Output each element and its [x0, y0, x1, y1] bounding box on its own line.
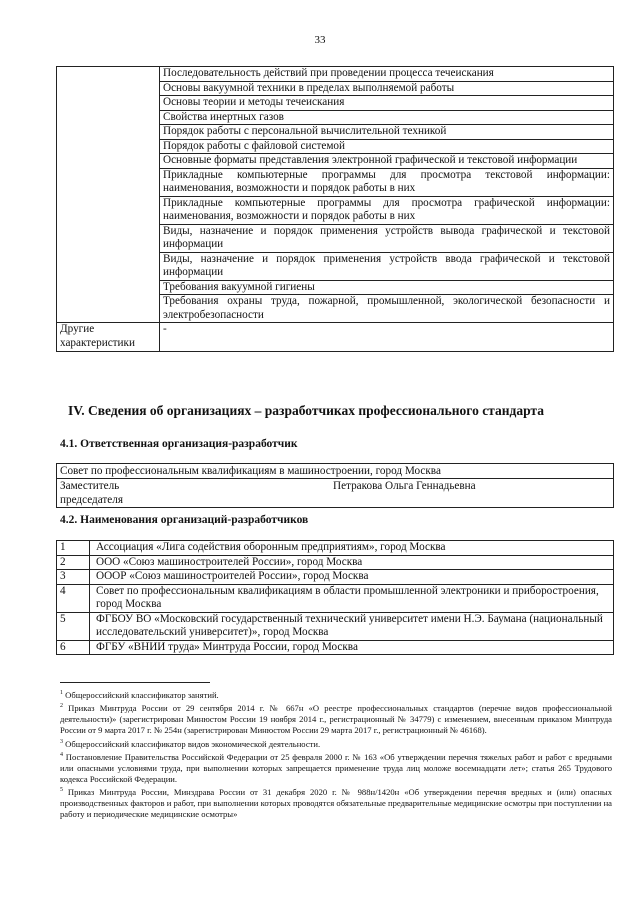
- footnote-mark: 3: [60, 738, 63, 745]
- developer-number: 5: [57, 612, 90, 640]
- developer-number: 6: [57, 640, 90, 655]
- developer-name: ФГБУ «ВНИИ труда» Минтруда России, город Москва: [90, 640, 614, 655]
- responsible-heading: 4.1. Ответственная организация-разработчик: [60, 438, 298, 450]
- knowledge-label-cell: [57, 67, 160, 323]
- footnote-divider: [60, 682, 210, 683]
- footnote-text: Приказ Минтруда России, Минздрава России от 31 декабря 2020 г. № 988н/1420н «Об утверждении перечня вредных и (или) опасных производственных факторов и работ, при выполнении которых проводятся обязательные предварительные медицинские осмотры при поступлении на работу и периодические медицинские осмотры»: [60, 786, 612, 820]
- knowledge-item: Виды, назначение и порядок применения устройств вывода графической и текстовой информации: [160, 224, 614, 252]
- section-title: IV. Сведения об организациях – разработчиках профессионального стандарта: [68, 403, 544, 418]
- page-number: 33: [314, 34, 326, 46]
- table-row: [57, 67, 614, 82]
- developers-heading: 4.2. Наименования организаций-разработчиков: [60, 514, 309, 526]
- responsible-organization: Совет по профессиональным квалификациям в машиностроении, город Москва: [57, 464, 614, 479]
- knowledge-item: Порядок работы с файловой системой: [160, 139, 614, 154]
- developer-number: 1: [57, 541, 90, 556]
- developers-table: [56, 540, 614, 655]
- table-row: [57, 555, 614, 570]
- other-characteristics-label: Другие характеристики: [57, 323, 160, 352]
- developer-number: 3: [57, 570, 90, 585]
- knowledge-item: Прикладные компьютерные программы для просмотра графической информации: наименования, возможности и порядок работы в них: [160, 196, 614, 224]
- knowledge-item: Основные форматы представления электронной графической и текстовой информации: [160, 154, 614, 169]
- table-row: [57, 323, 614, 352]
- footnote-mark: 1: [60, 690, 63, 696]
- developer-name: Совет по профессиональным квалификациям в области промышленной электроники и приборостроения, город Москва: [90, 584, 614, 612]
- table-row: [57, 612, 614, 640]
- knowledge-item: Требования охраны труда, пожарной, промышленной, экологической безопасности и электробезопасности: [160, 295, 614, 323]
- developer-number: 4: [57, 584, 90, 612]
- knowledge-item: Порядок работы с персональной вычислительной техникой: [160, 125, 614, 140]
- footnote-text: Приказ Минтруда России от 29 сентября 2014 г. № 667н «О реестре профессиональных стандартов (перечне видов профессиональной деятельности)» (зарегистрирован Минюстом России 19 ноября 2014 г., регистрационный № 34779) с изменением, внесенным приказом Минтруда России от 9 марта 2017 г. № 254н (зарегистрирован Минюстом России 29 марта 2017 г., регистрационный № 46168).: [60, 702, 612, 736]
- responsible-table: [56, 463, 614, 508]
- footnote: [60, 737, 612, 750]
- footnote-text: Общероссийский классификатор видов экономической деятельности.: [63, 738, 321, 749]
- footnote-mark: 5: [60, 787, 63, 794]
- footnote-mark: 4: [60, 751, 63, 758]
- knowledge-item: Требования вакуумной гигиены: [160, 280, 614, 295]
- footnote: [60, 785, 612, 820]
- table-row: [57, 584, 614, 612]
- footnote: [60, 688, 612, 701]
- other-characteristics-value: -: [160, 323, 614, 352]
- table-row: [57, 541, 614, 556]
- developer-name: ООО «Союз машиностроителей России», город Москва: [90, 555, 614, 570]
- knowledge-item: Прикладные компьютерные программы для просмотра текстовой информации: наименования, возможности и порядок работы в них: [160, 168, 614, 196]
- table-row: [57, 464, 614, 479]
- footnotes: [60, 688, 612, 821]
- table-row: [57, 570, 614, 585]
- knowledge-item: Основы теории и методы течеискания: [160, 96, 614, 111]
- table-row: [57, 640, 614, 655]
- developer-name: ФГБОУ ВО «Московский государственный технический университет имени Н.Э. Баумана (национальный исследовательский университет)», город Москва: [90, 612, 614, 640]
- footnote-text: Постановление Правительства Российской Федерации от 25 февраля 2000 г. № 163 «Об утверждении перечня тяжелых работ и работ с вредными или опасными условиями труда, при выполнении которых запрещается применение труда лиц моложе восемнадцати лет»; статья 265 Трудового кодекса Российской Федерации.: [60, 751, 612, 784]
- developer-name: Ассоциация «Лига содействия оборонным предприятиям», город Москва: [90, 541, 614, 556]
- footnote: [60, 701, 612, 736]
- knowledge-item: Последовательность действий при проведении процесса течеискания: [160, 67, 614, 82]
- footnote: [60, 750, 612, 785]
- responsible-position: Заместитель председателя: [57, 479, 184, 508]
- table-row: [57, 479, 614, 508]
- footnote-text: Общероссийский классификатор занятий.: [63, 689, 219, 700]
- knowledge-table: [56, 66, 614, 352]
- knowledge-item: Свойства инертных газов: [160, 110, 614, 125]
- developer-number: 2: [57, 555, 90, 570]
- footnote-mark: 2: [60, 703, 63, 710]
- responsible-person: Петракова Ольга Геннадьевна: [183, 479, 614, 508]
- knowledge-item: Виды, назначение и порядок применения устройств ввода графической и текстовой информации: [160, 252, 614, 280]
- knowledge-item: Основы вакуумной техники в пределах выполняемой работы: [160, 81, 614, 96]
- developer-name: ОООР «Союз машиностроителей России», город Москва: [90, 570, 614, 585]
